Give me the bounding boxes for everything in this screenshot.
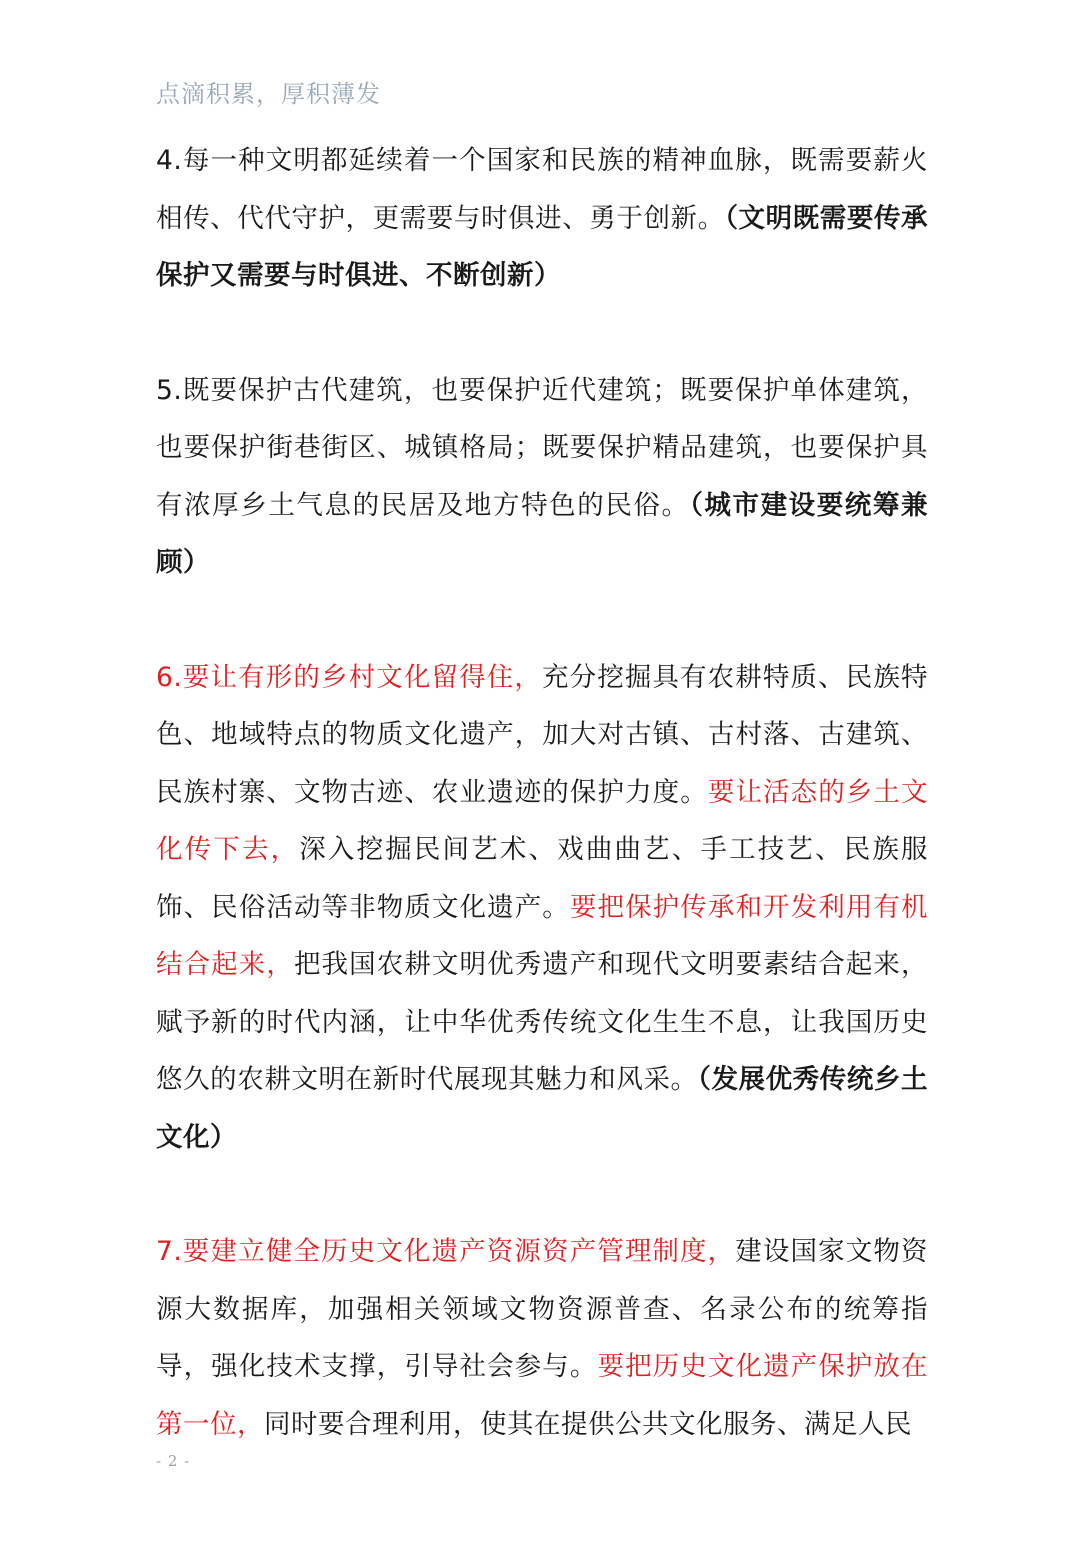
page-header: 点滴积累，厚积薄发 bbox=[156, 80, 381, 108]
paragraph-6 bbox=[156, 649, 928, 1167]
page-number: - 2 - bbox=[156, 1452, 191, 1470]
item-number: 4. bbox=[156, 145, 183, 176]
text-segment: 要把历史文化遗产保护放在第一位， bbox=[156, 1351, 929, 1440]
paragraph-7 bbox=[156, 1223, 928, 1453]
text-segment: 同时要合理利用，使其在提供公共文化服务、满足人民 bbox=[264, 1408, 912, 1440]
item-number: 7. bbox=[156, 1236, 183, 1267]
text-segment: （城市建设要统筹兼顾） bbox=[156, 489, 929, 578]
text-segment: 每一种文明都延续着一个国家和民族的精神血脉，既需要薪火相传、代代守护，更需要与时俱进、勇于创新。 bbox=[156, 145, 928, 234]
text-segment: 要建立健全历史文化遗产资源资产管理制度， bbox=[182, 1236, 736, 1267]
text-segment: （发展优秀传统乡土文化） bbox=[156, 1064, 929, 1153]
text-segment: （文明既需要传承保护又需要与时俱进、不断创新） bbox=[156, 202, 928, 291]
text-segment: 建设国家文物资源大数据库，加强相关领域文物资源普查、名录公布的统筹指导，强化技术支撑，引导社会参与。 bbox=[156, 1236, 929, 1382]
text-segment: 要让活态的乡土文化传下去， bbox=[156, 776, 929, 865]
text-segment: 要把保护传承和开发利用有机结合起来， bbox=[156, 891, 929, 980]
paragraph-4 bbox=[156, 132, 928, 305]
paragraph-5 bbox=[156, 362, 928, 592]
text-segment: 把我国农耕文明优秀遗产和现代文明要素结合起来，赋予新的时代内涵，让中华优秀传统文化生生不息，让我国历史悠久的农耕文明在新时代展现其魅力和风采。 bbox=[156, 949, 929, 1095]
document-body bbox=[156, 132, 928, 1510]
text-segment: 要让有形的乡村文化留得住， bbox=[182, 661, 542, 693]
text-segment: 充分挖掘具有农耕特质、民族特色、地域特点的物质文化遗产，加大对古镇、古村落、古建筑、民族村寨、文物古迹、农业遗迹的保护力度。 bbox=[156, 661, 929, 808]
text-segment: 深入挖掘民间艺术、戏曲曲艺、手工技艺、民族服饰、民俗活动等非物质文化遗产。 bbox=[156, 834, 929, 923]
item-number: 6. bbox=[156, 661, 183, 693]
text-segment: 既要保护古代建筑，也要保护近代建筑；既要保护单体建筑，也要保护街巷街区、城镇格局；既要保护精品建筑，也要保护具有浓厚乡土气息的民居及地方特色的民俗。 bbox=[156, 374, 928, 521]
item-number: 5. bbox=[156, 374, 183, 406]
